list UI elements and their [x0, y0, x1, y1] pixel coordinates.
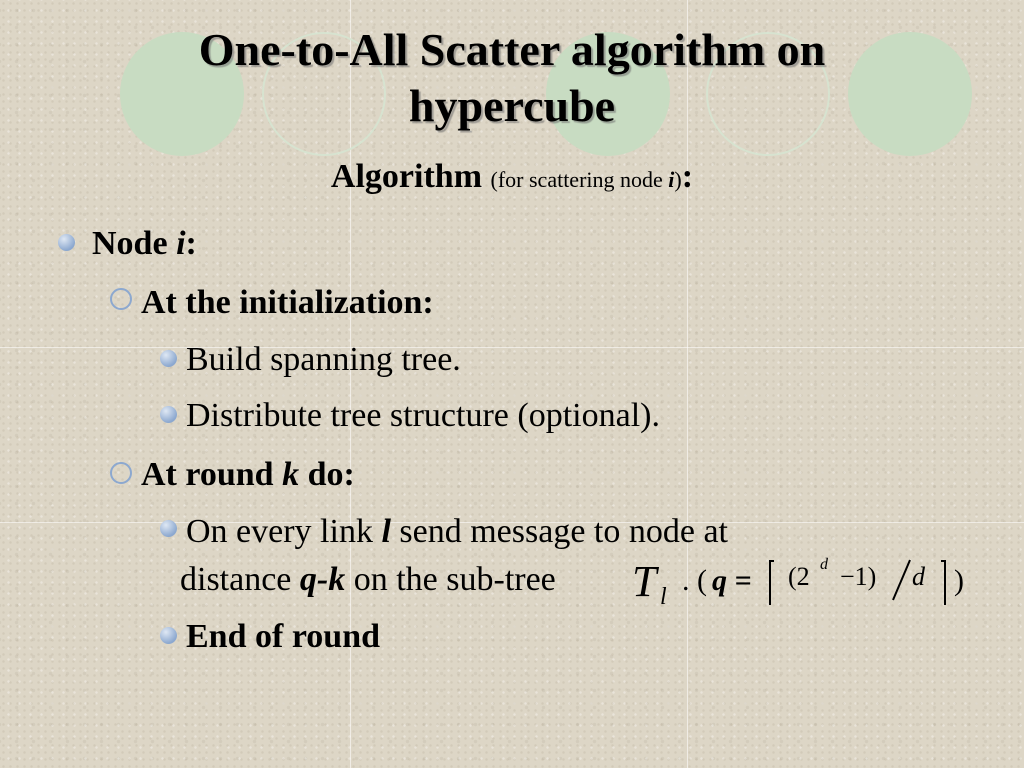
link-var-qk: q-k: [299, 561, 346, 598]
subtitle-note-var: i: [668, 167, 675, 192]
bullet-node-suffix: :: [185, 225, 197, 262]
link-text-d: on the sub-tree: [345, 561, 556, 598]
slide-subtitle: [112, 156, 912, 201]
math-expr-b: −1): [840, 562, 877, 591]
bullet-distribute: Distribute tree structure (optional).: [186, 397, 660, 434]
math-l-subscript: l: [660, 584, 667, 610]
bullet-dot-icon: [58, 234, 75, 251]
subtitle-colon: :: [681, 158, 694, 195]
link-text-a: On every link: [186, 513, 382, 550]
link-text-b: send message to node at: [390, 513, 728, 550]
bullet-dot-icon: [160, 627, 177, 644]
bullet-node-text: Node: [92, 225, 177, 262]
subtitle-main: Algorithm: [330, 158, 483, 195]
slide-title-line1: One-to-All Scatter algorithm on: [198, 24, 826, 75]
slide-title-line2: hypercube: [408, 80, 616, 131]
math-T: T: [632, 557, 657, 606]
ceiling-left-bracket: [768, 560, 776, 606]
bullet-round-prefix: At round: [141, 456, 283, 493]
background-gridline: [0, 347, 1024, 348]
math-expr-a: (2: [788, 562, 810, 591]
bullet-dot-icon: [160, 350, 177, 367]
subtitle-note-open: (for scattering node: [490, 167, 669, 192]
bullet-round: [141, 455, 355, 495]
fraction-slash: [890, 558, 912, 602]
link-var-l: l: [381, 513, 391, 550]
bullet-ring-icon: [110, 462, 132, 484]
bullet-link-line1: [186, 512, 728, 552]
math-dot-paren: . (: [682, 564, 707, 597]
math-q-equals: q =: [712, 564, 752, 597]
bullet-round-var: k: [282, 456, 300, 493]
link-text-c: distance: [180, 561, 300, 598]
math-expr-d-superscript: d: [820, 556, 828, 573]
math-close-paren: ): [954, 564, 964, 597]
bullet-node: [92, 224, 197, 264]
bullet-dot-icon: [160, 406, 177, 423]
slide-title: [112, 22, 912, 134]
bullet-end: End of round: [186, 618, 381, 655]
math-d: d: [912, 562, 925, 591]
bullet-ring-icon: [110, 288, 132, 310]
subtitle-note-close: ): [674, 167, 682, 192]
ceiling-right-bracket: [940, 560, 948, 606]
bullet-node-var: i: [176, 225, 186, 262]
bullet-round-suffix: do:: [299, 456, 355, 493]
bullet-link-line2: [180, 560, 556, 600]
bullet-build: Build spanning tree.: [186, 341, 461, 378]
bullet-init: At the initialization:: [141, 284, 434, 321]
bullet-dot-icon: [160, 520, 177, 537]
subtitle-note: [491, 167, 682, 192]
